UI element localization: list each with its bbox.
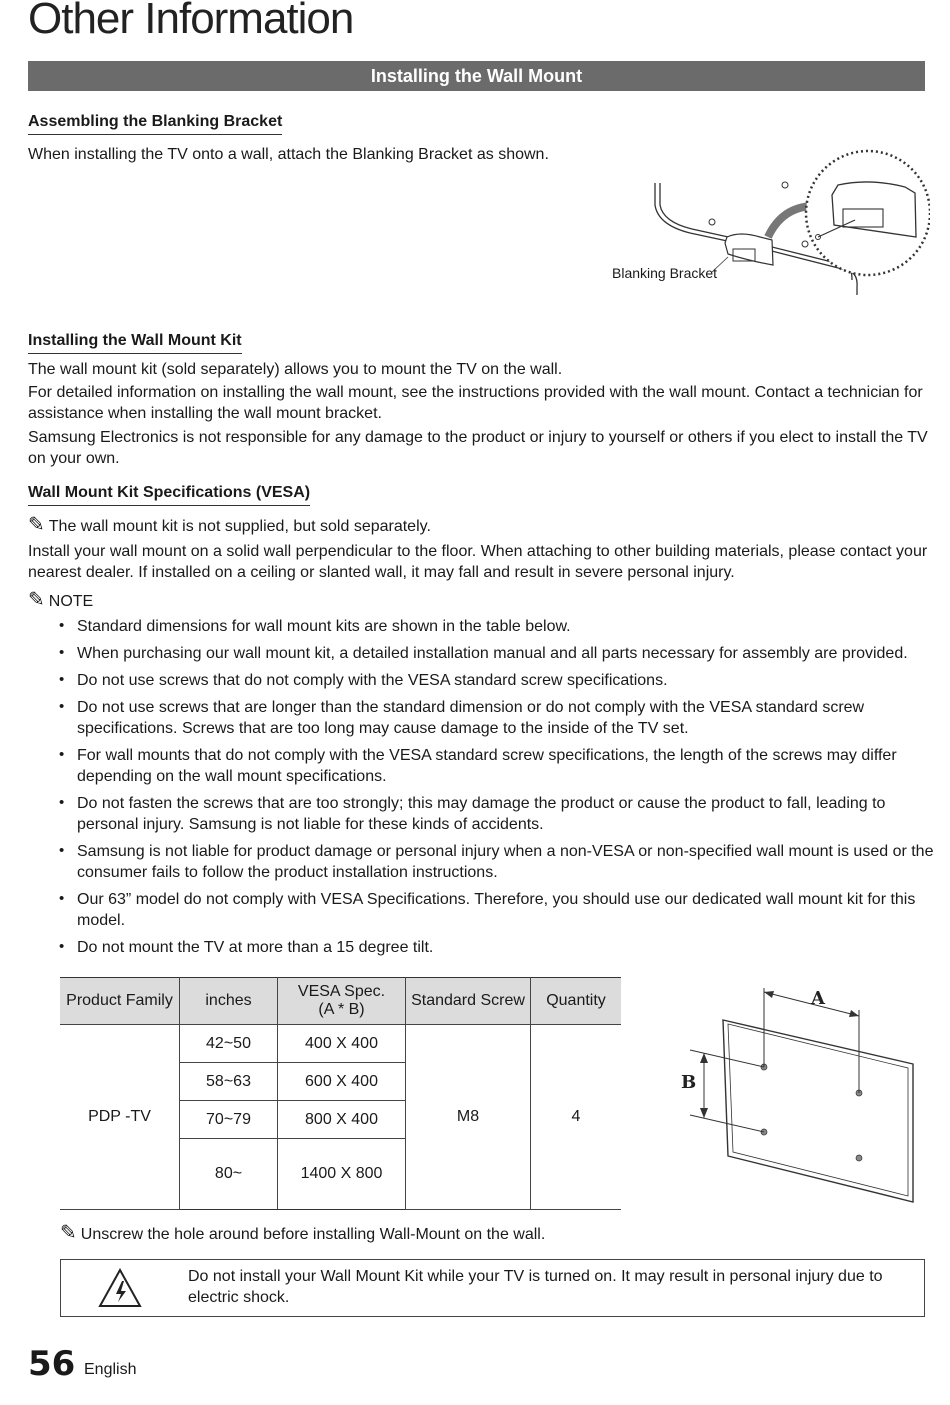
kit-section [28,332,242,354]
note-heading [28,590,93,612]
pencil-note-icon: ✎ [28,514,45,536]
vesa-section [28,484,310,506]
header-product-family: Product Family [60,978,180,1025]
header-quantity: Quantity [531,978,622,1025]
cell-inches: 42~50 [180,1025,278,1063]
blanking-section [28,113,282,135]
list-item: • Do not mount the TV at more than a 15 degree tilt. [57,937,937,958]
list-item: • Standard dimensions for wall mount kits are shown in the table below. [57,616,937,637]
warning-box [60,1259,925,1317]
cell-spec: 1400 X 800 [278,1139,406,1210]
kit-paragraph-3: Samsung Electronics is not responsible for any damage to the product or injury to yourself or others if you elect to install the TV on your own. [28,429,928,467]
note-label: NOTE [48,593,94,610]
cell-quantity: 4 [531,1025,622,1210]
list-item: • Do not fasten the screws that are too strongly; this may damage the product or cause the product to fall, leading to personal injury. Samsung is not liable for these kinds of accidents. [57,793,937,835]
cell-screw: M8 [406,1025,531,1210]
install-text: Install your wall mount on a solid wall perpendicular to the floor. When attaching to other building materials, please contact your nearest dealer. If installed on a ceiling or slanted wall, it may fall and result in severe personal injury. [28,543,928,581]
list-item: • For wall mounts that do not comply with the VESA standard screw specifications, the length of the screws may differ depending on the wall mount specifications. [57,745,937,787]
cell-inches: 58~63 [180,1063,278,1101]
blanking-text: When installing the TV onto a wall, attach the Blanking Bracket as shown. [28,146,549,163]
list-item: • Our 63” model do not comply with VESA Specifications. Therefore, you should use our dedicated wall mount kit for this model. [57,889,937,931]
header-vesa-spec-line2: (A * B) [318,1001,365,1018]
kit-paragraph-1: The wall mount kit (sold separately) allows you to mount the TV on the wall. [28,361,563,378]
after-table-note-text: Unscrew the hole around before installing Wall-Mount on the wall. [80,1226,546,1243]
blanking-heading: Assembling the Blanking Bracket [28,113,282,135]
cell-family: PDP -TV [60,1025,180,1210]
note-bullet-list [57,616,937,964]
header-inches: inches [180,978,278,1025]
note-supplied [28,515,431,537]
header-standard-screw: Standard Screw [406,978,531,1025]
cell-spec: 400 X 400 [278,1025,406,1063]
section-title-bar: Installing the Wall Mount [28,61,925,91]
header-vesa-spec-line1: VESA Spec. [297,983,386,1000]
page-number: 56 [28,1344,76,1384]
cell-spec: 800 X 400 [278,1101,406,1139]
dimension-a-label: A [811,988,825,1009]
note-supplied-text: The wall mount kit is not supplied, but sold separately. [48,518,431,535]
cell-inches: 70~79 [180,1101,278,1139]
list-item: • Samsung is not liable for product damage or personal injury when a non-VESA or non-specified wall mount is used or the consumer fails to follow the product installation instructions. [57,841,937,883]
vesa-spec-table [60,977,621,1210]
table-header-row [60,978,621,1025]
cell-inches: 80~ [180,1139,278,1210]
pencil-note-icon: ✎ [28,589,45,611]
page-title: Other Information [28,0,354,43]
list-item: • Do not use screws that are longer than the standard dimension or do not comply with the VESA standard screw specifications. Screws that are too long may cause damage to the inside of the TV set. [57,697,937,739]
pencil-note-icon: ✎ [60,1222,77,1244]
warning-text: Do not install your Wall Mount Kit while your TV is turned on. It may result in personal injury due to electric shock. [188,1268,883,1306]
table-row [60,1025,621,1063]
kit-heading: Installing the Wall Mount Kit [28,332,242,354]
page-language: English [84,1361,137,1378]
kit-paragraph-2: For detailed information on installing the wall mount, see the instructions provided with the wall mount. Contact a technician for assistance when installing the wall mount bracket. [28,384,923,422]
header-vesa-spec [278,978,406,1025]
blanking-bracket-label: Blanking Bracket [612,265,718,281]
electric-warning-icon [97,1267,143,1309]
vesa-heading: Wall Mount Kit Specifications (VESA) [28,484,310,506]
blanking-bracket-figure [600,145,930,305]
list-item: • Do not use screws that do not comply with the VESA standard screw specifications. [57,670,937,691]
after-table-note [60,1223,545,1245]
list-item: • When purchasing our wall mount kit, a detailed installation manual and all parts necessary for assembly are provided. [57,643,937,664]
cell-spec: 600 X 400 [278,1063,406,1101]
vesa-dimension-diagram [668,980,928,1212]
dimension-b-label: B [681,1072,697,1093]
